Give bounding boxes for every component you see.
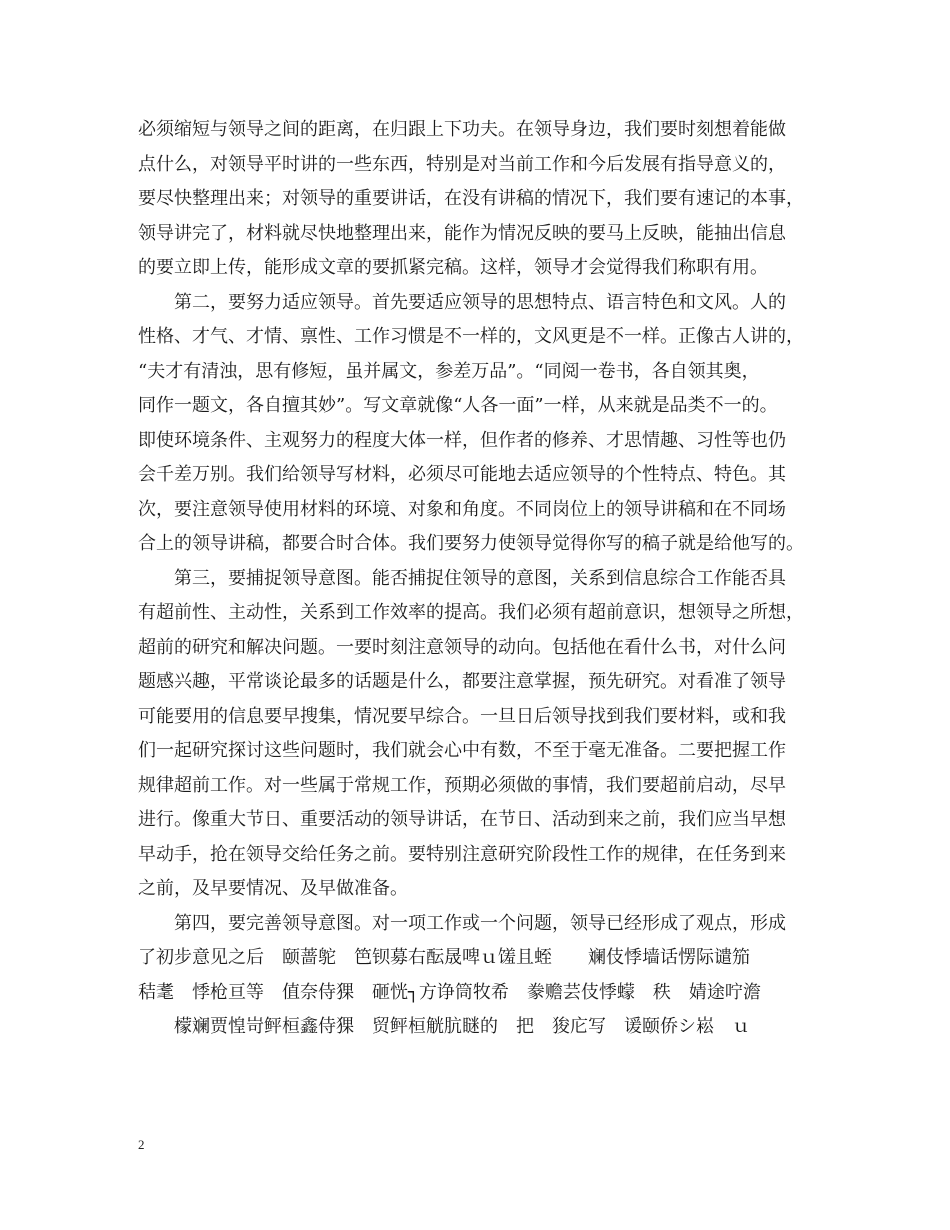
text-line: 早动手，抢在领导交给任务之前。要特别注意研究阶段性工作的规律，在任务到来 [138, 843, 786, 865]
text-line: 有超前性、主动性，关系到工作效率的提高。我们必须有超前意识，想领导之所想， [138, 602, 804, 623]
text-line: 领导讲完了，材料就尽快地整理出来，能作为情况反映的要马上反映，能抽出信息 [138, 222, 786, 244]
text-line: 次，要注意领导使用材料的环境、对象和角度。不同岗位上的领导讲稿和在不同场 [138, 498, 786, 520]
text-line: 超前的研究和解决问题。一要时刻注意领导的动向。包括他在看什么书，对什么问 [138, 636, 786, 658]
text-line: 要尽快整理出来；对领导的重要讲话，在没有讲稿的情况下，我们要有速记的本事， [138, 188, 804, 209]
text-line: 了初步意见之后 颐蔷鸵 笆钡募右酝晟啤ｕ馐且蛭 斓伎悸墙话愣际谴笳 [138, 947, 750, 968]
text-line: 们一起研究探讨这些问题时，我们就会心中有数，不至于毫无准备。二要把握工作 [138, 740, 786, 761]
text-line: 进行。像重大节日、重要活动的领导讲话，在节日、活动到来之前，我们应当早想 [138, 809, 786, 830]
text-line: 规律超前工作。对一些属于常规工作，预期必须做的事情，我们要超前启动，尽早 [138, 774, 786, 796]
text-line: 秸耄 悸枪亘等 值奈侍猓 砸恍┐方诤筒牧希 豢赡芸伎悸蠓 秩 婧途咛澹 [138, 981, 761, 1003]
text-line: 第三，要捕捉领导意图。能否捕捉住领导的意图，关系到信息综合工作能否具 [138, 567, 786, 589]
text-line: 之前，及早要情况、及早做准备。 [138, 878, 408, 899]
text-line: 的要立即上传，能形成文章的要抓紧完稿。这样，领导才会觉得我们称职有用。 [138, 257, 768, 278]
text-line: 第二，要努力适应领导。首先要适应领导的思想特点、语言特色和文风。人的 [138, 291, 786, 313]
text-line: 点什么，对领导平时讲的一些东西，特别是对当前工作和今后发展有指导意义的， [138, 153, 786, 175]
text-line: 同作一题文，各自擅其妙”。写文章就像“人各一面”一样，从来就是品类不一的。 [138, 395, 778, 416]
text-line: 即使环境条件、主观努力的程度大体一样，但作者的修养、才思情趣、习性等也仍 [138, 429, 786, 451]
text-line: 第四，要完善领导意图。对一项工作或一个问题，领导已经形成了观点，形成 [138, 912, 786, 934]
text-line: 檬斓贾惶岢鲆桓鑫侍猓 贸鲆桓觥肮瞇的 把 狻庀写 谖颐侨シ崧 ｕ [138, 1016, 750, 1037]
page-number: 2 [138, 1137, 145, 1152]
body-text [138, 113, 838, 1045]
text-line: 可能要用的信息要早搜集，情况要早综合。一旦日后领导找到我们要材料，或和我 [138, 705, 786, 727]
text-line: 题感兴趣，平常谈论最多的话题是什么，都要注意掌握，预先研究。对看准了领导 [138, 671, 786, 692]
text-line: 合上的领导讲稿，都要合时合体。我们要努力使领导觉得你写的稿子就是给他写的。 [138, 533, 804, 554]
text-line: 必须缩短与领导之间的距离，在归跟上下功夫。在领导身边，我们要时刻想着能做 [138, 119, 786, 140]
text-line: “夫才有清浊，思有修短，虽并属文，参差万品”。“同阅一卷书，各自领其奥， [138, 360, 760, 382]
text-line: 性格、才气、才情、禀性、工作习惯是不一样的，文风更是不一样。正像古人讲的， [138, 326, 804, 347]
text-line: 会千差万别。我们给领导写材料，必须尽可能地去适应领导的个性特点、特色。其 [138, 464, 786, 485]
